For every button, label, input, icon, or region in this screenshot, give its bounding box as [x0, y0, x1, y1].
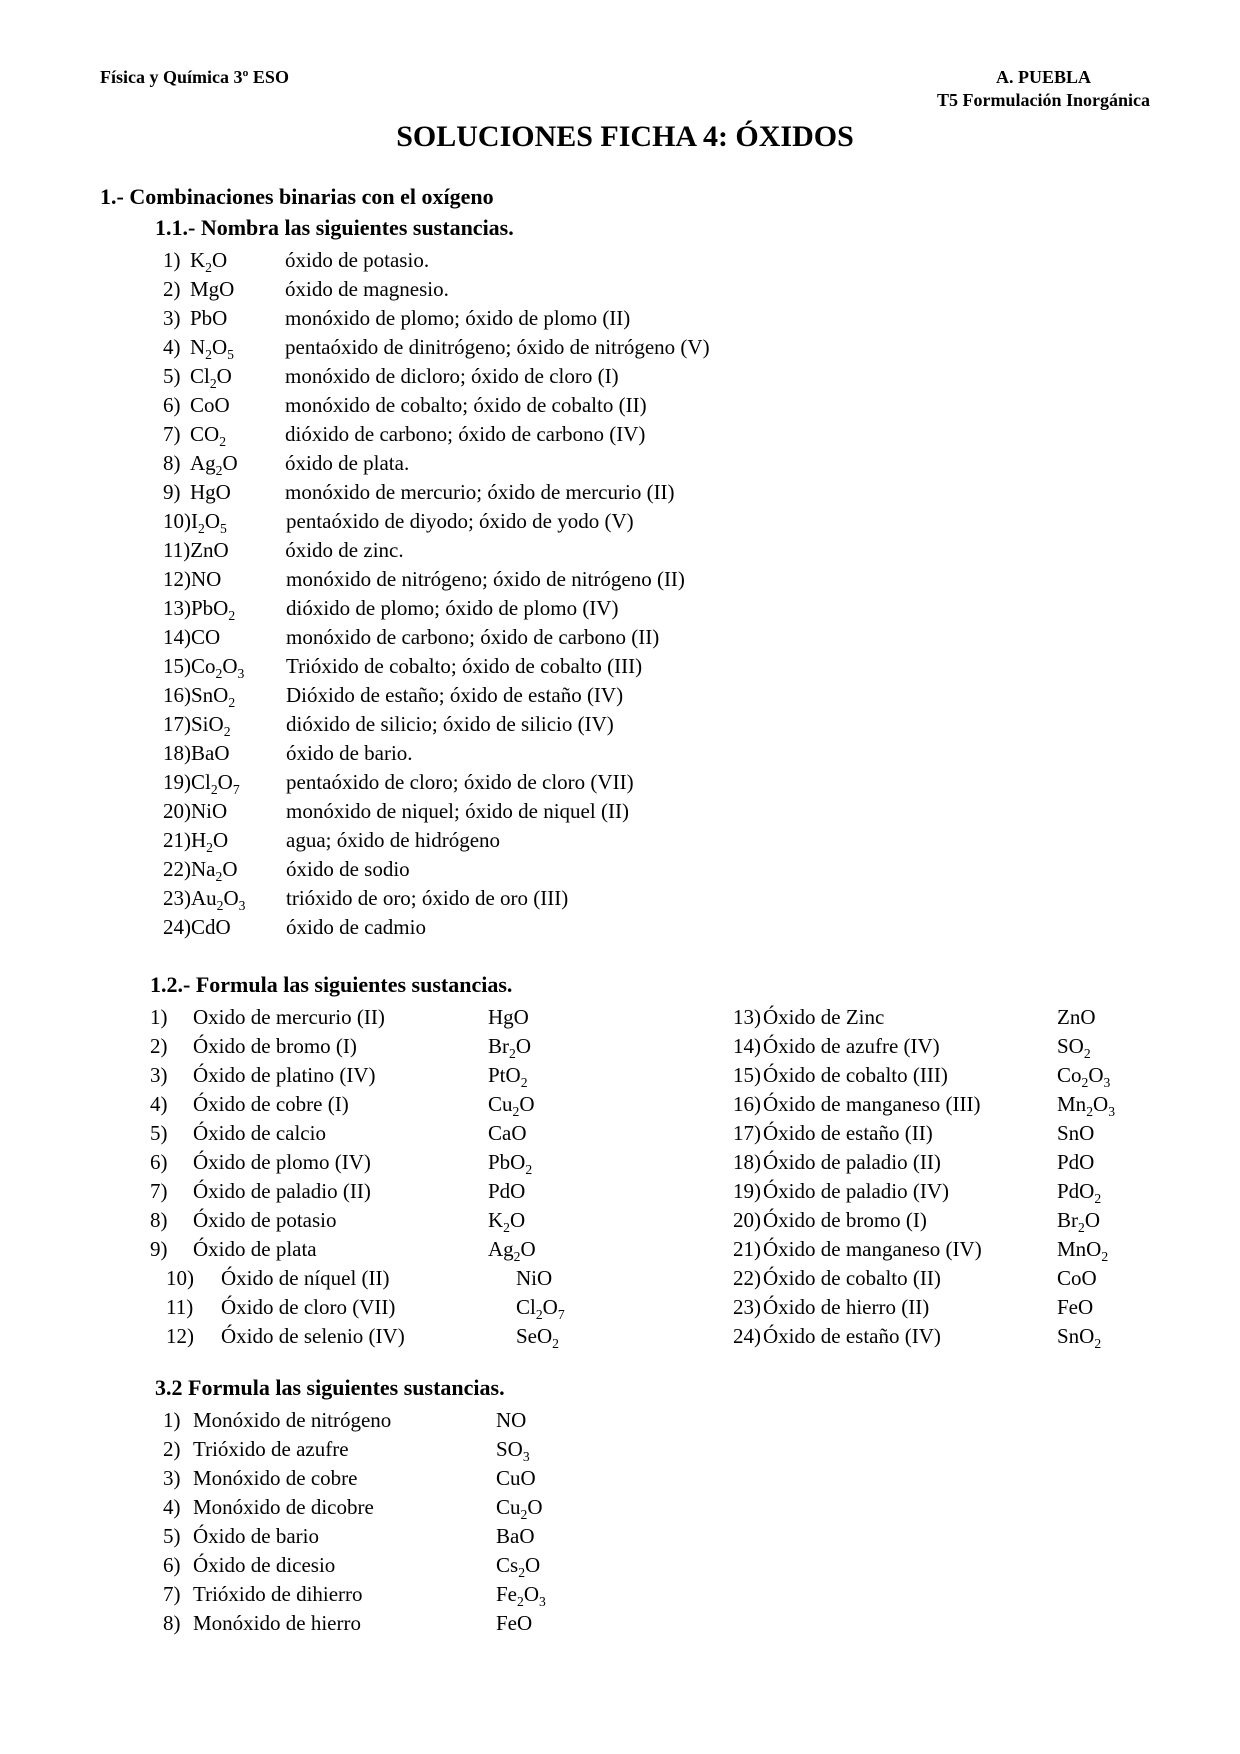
naming-list — [163, 246, 1150, 942]
compound-name: Óxido de cobalto (II) — [763, 1266, 941, 1290]
compound-name: Óxido de bromo (I) — [763, 1208, 927, 1232]
compound-name: Óxido de manganeso (III) — [763, 1092, 981, 1116]
item-number: 8) — [163, 1611, 181, 1635]
item-number: 24) — [733, 1324, 761, 1348]
list-item — [163, 478, 1150, 507]
item-number: 4) — [163, 335, 181, 359]
chemical-formula: CoO — [190, 393, 230, 417]
chemical-formula: $Cl_2O$ — [190, 364, 232, 392]
list-item — [163, 681, 1150, 710]
item-number: 14) — [163, 625, 191, 649]
chemical-formula: SiO$_2$ — [191, 712, 231, 740]
compound-name: monóxido de carbono; óxido de carbono (II) — [286, 625, 660, 649]
list-item — [163, 739, 1150, 768]
compound-name: Óxido de potasio — [193, 1208, 337, 1232]
compound-name: Óxido de paladio (II) — [193, 1179, 371, 1203]
list-item — [733, 1061, 1150, 1090]
item-number: 2) — [163, 1437, 181, 1461]
chemical-formula: BaO — [496, 1524, 535, 1548]
list-item — [150, 1032, 733, 1061]
compound-name: monóxido de plomo; óxido de plomo (II) — [285, 306, 631, 330]
item-number: 16) — [163, 683, 191, 707]
item-number: 18) — [733, 1150, 761, 1174]
header-author: A. PUEBLA — [995, 67, 1091, 87]
item-number: 19) — [733, 1179, 761, 1203]
chemical-formula: $N_2O_5$ — [190, 335, 234, 363]
item-number: 7) — [163, 422, 181, 446]
chemical-formula: $CO_2$ — [190, 422, 227, 450]
item-number: 10) — [163, 509, 191, 533]
list-item — [163, 246, 1150, 275]
list-item — [163, 1609, 1150, 1638]
list-item — [163, 652, 1150, 681]
item-number: 4) — [150, 1092, 168, 1116]
section1-heading: 1.- Combinaciones binarias con el oxígeno — [100, 184, 494, 209]
compound-name: Óxido de plata — [193, 1237, 317, 1261]
list-item — [166, 1322, 733, 1351]
list-item — [163, 1493, 1150, 1522]
compound-name: Óxido de azufre (IV) — [763, 1034, 940, 1058]
chemical-formula: PdO$_2$ — [1057, 1179, 1102, 1207]
item-number: 21) — [733, 1237, 761, 1261]
compound-name: óxido de bario. — [286, 741, 413, 765]
chemical-formula: $K_2O$ — [190, 248, 228, 276]
chemical-formula: $Cl_2O_7$ — [516, 1295, 565, 1323]
compound-name: Óxido de níquel (II) — [221, 1266, 390, 1290]
item-number: 2) — [163, 277, 181, 301]
chemical-formula: $H_2O$ — [191, 828, 229, 856]
chemical-formula: $K_2O$ — [488, 1208, 526, 1236]
list-item — [733, 1119, 1150, 1148]
list-item — [163, 391, 1150, 420]
list-item — [166, 1293, 733, 1322]
compound-name: monóxido de dicloro; óxido de cloro (I) — [285, 364, 619, 388]
list-item — [150, 1003, 733, 1032]
item-number: 6) — [163, 1553, 181, 1577]
chemical-formula: NiO — [191, 799, 228, 823]
compound-name: Óxido de platino (IV) — [193, 1063, 376, 1087]
item-number: 1) — [150, 1005, 168, 1029]
compound-name: monóxido de cobalto; óxido de cobalto (II) — [285, 393, 647, 417]
chemical-formula: CaO — [488, 1121, 527, 1145]
list-item — [163, 826, 1150, 855]
list-item — [163, 1522, 1150, 1551]
chemical-formula: SnO — [1057, 1121, 1095, 1145]
list-item — [163, 884, 1150, 913]
list-item — [163, 623, 1150, 652]
chemical-formula: NO — [496, 1408, 527, 1432]
item-number: 23) — [163, 886, 191, 910]
list-item — [733, 1293, 1150, 1322]
item-number: 3) — [163, 1466, 181, 1490]
item-number: 20) — [733, 1208, 761, 1232]
compound-name: monóxido de nitrógeno; óxido de nitrógeno (II) — [286, 567, 685, 591]
compound-name: Óxido de calcio — [193, 1121, 326, 1145]
compound-name: pentaóxido de cloro; óxido de cloro (VII) — [286, 770, 634, 794]
compound-name: Óxido de paladio (II) — [763, 1150, 941, 1174]
chemical-formula: $Fe_2O_3$ — [496, 1582, 546, 1610]
list-item — [150, 1061, 733, 1090]
item-number: 22) — [163, 857, 191, 881]
chemical-formula: $SO_3$ — [496, 1437, 530, 1465]
chemical-formula: SnO$_2$ — [191, 683, 236, 711]
header-course: Física y Química 3º ESO — [100, 67, 289, 87]
item-number: 4) — [163, 1495, 181, 1519]
list-item — [163, 913, 1150, 942]
chemical-formula: CdO — [191, 915, 231, 939]
chemical-formula: $Br_2O$ — [1057, 1208, 1100, 1236]
compound-name: Óxido de selenio (IV) — [221, 1324, 405, 1348]
page-header — [100, 66, 1150, 112]
chemical-formula: $SO_2$ — [1057, 1034, 1091, 1062]
list-item — [733, 1148, 1150, 1177]
chemical-formula: $Na_2O$ — [191, 857, 238, 885]
chemical-formula: NiO — [516, 1266, 553, 1290]
chemical-formula: CO — [191, 625, 221, 649]
compound-name: Trióxido de azufre — [193, 1437, 349, 1461]
item-number: 6) — [163, 393, 181, 417]
item-number: 17) — [163, 712, 191, 736]
compound-name: monóxido de niquel; óxido de niquel (II) — [286, 799, 629, 823]
chemical-formula: PdO — [1057, 1150, 1095, 1174]
section11-heading: 1.1.- Nombra las siguientes sustancias. — [155, 215, 514, 240]
compound-name: trióxido de oro; óxido de oro (III) — [286, 886, 569, 910]
list-item — [163, 536, 1150, 565]
chemical-formula: PbO$_2$ — [191, 596, 236, 624]
item-number: 3) — [150, 1063, 168, 1087]
list-item — [163, 420, 1150, 449]
item-number: 15) — [163, 654, 191, 678]
compound-name: Monóxido de dicobre — [193, 1495, 374, 1519]
chemical-formula: $Co_2O_3$ — [191, 654, 245, 682]
item-number: 23) — [733, 1295, 761, 1319]
item-number: 9) — [150, 1237, 168, 1261]
item-number: 22) — [733, 1266, 761, 1290]
item-number: 11) — [166, 1295, 194, 1319]
chemical-formula: HgO — [190, 480, 231, 504]
item-number: 13) — [163, 596, 191, 620]
compound-name: pentaóxido de diyodo; óxido de yodo (V) — [286, 509, 634, 533]
compound-name: Óxido de dicesio — [193, 1553, 336, 1577]
chemical-formula: MnO$_2$ — [1057, 1237, 1109, 1265]
compound-name: agua; óxido de hidrógeno — [286, 828, 501, 852]
chemical-formula: $Ag_2O$ — [190, 451, 238, 479]
chemical-formula: PdO — [488, 1179, 526, 1203]
chemical-formula: SnO$_2$ — [1057, 1324, 1102, 1352]
list-item — [163, 1551, 1150, 1580]
list-item — [166, 1264, 733, 1293]
item-number: 7) — [163, 1582, 181, 1606]
list-item — [163, 565, 1150, 594]
list-item — [733, 1235, 1150, 1264]
list-item — [733, 1003, 1150, 1032]
chemical-formula: MgO — [190, 277, 235, 301]
formula-list-32 — [163, 1406, 1150, 1638]
list-item — [163, 507, 1150, 536]
chemical-formula: BaO — [191, 741, 230, 765]
compound-name: Monóxido de hierro — [193, 1611, 361, 1635]
item-number: 19) — [163, 770, 191, 794]
item-number: 1) — [163, 248, 181, 272]
compound-name: Óxido de paladio (IV) — [763, 1179, 950, 1203]
item-number: 9) — [163, 480, 181, 504]
compound-name: Óxido de hierro (II) — [763, 1295, 930, 1319]
compound-name: Óxido de bario — [193, 1524, 319, 1548]
compound-name: dióxido de plomo; óxido de plomo (IV) — [286, 596, 619, 620]
chemical-formula: $Br_2O$ — [488, 1034, 531, 1062]
item-number: 7) — [150, 1179, 168, 1203]
list-item — [163, 797, 1150, 826]
compound-name: Óxido de cobalto (III) — [763, 1063, 948, 1087]
page-title: SOLUCIONES FICHA 4: ÓXIDOS — [396, 120, 854, 153]
compound-name: Óxido de estaño (IV) — [763, 1324, 941, 1348]
chemical-formula: $Cl_2O_7$ — [191, 770, 240, 798]
compound-name: Óxido de manganeso (IV) — [763, 1237, 982, 1261]
list-item — [150, 1235, 733, 1264]
chemical-formula: FeO — [496, 1611, 533, 1635]
chemical-formula: PbO — [190, 306, 228, 330]
compound-name: pentaóxido de dinitrógeno; óxido de nitrógeno (V) — [285, 335, 710, 359]
compound-name: Monóxido de cobre — [193, 1466, 358, 1490]
list-item — [150, 1177, 733, 1206]
header-unit: T5 Formulación Inorgánica — [936, 90, 1150, 110]
formula-list-right-column — [733, 1003, 1150, 1351]
item-number: 6) — [150, 1150, 168, 1174]
compound-name: Trióxido de dihierro — [193, 1582, 363, 1606]
item-number: 8) — [150, 1208, 168, 1232]
list-item — [163, 594, 1150, 623]
chemical-formula: $Cs_2O$ — [496, 1553, 541, 1581]
chemical-formula: $Ag_2O$ — [488, 1237, 536, 1265]
chemical-formula: HgO — [488, 1005, 529, 1029]
formula-list-two-columns — [150, 1003, 1150, 1351]
compound-name: óxido de plata. — [285, 451, 410, 475]
header-right-block — [937, 66, 1150, 112]
list-item — [163, 1464, 1150, 1493]
item-number: 5) — [163, 1524, 181, 1548]
compound-name: óxido de cadmio — [286, 915, 426, 939]
compound-name: Monóxido de nitrógeno — [193, 1408, 392, 1432]
section12-heading: 1.2.- Formula las siguientes sustancias. — [150, 972, 513, 997]
list-item — [163, 304, 1150, 333]
compound-name: Óxido de estaño (II) — [763, 1121, 933, 1145]
list-item — [163, 768, 1150, 797]
compound-name: monóxido de mercurio; óxido de mercurio (II) — [285, 480, 675, 504]
item-number: 24) — [163, 915, 191, 939]
list-item — [733, 1032, 1150, 1061]
list-item — [163, 1435, 1150, 1464]
chemical-formula: PtO$_2$ — [488, 1063, 528, 1091]
chemical-formula: ZnO — [190, 538, 229, 562]
chemical-formula: ZnO — [1057, 1005, 1096, 1029]
compound-name: Óxido de cloro (VII) — [221, 1295, 396, 1319]
item-number: 14) — [733, 1034, 761, 1058]
item-number: 18) — [163, 741, 191, 765]
item-number: 16) — [733, 1092, 761, 1116]
compound-name: Oxido de mercurio (II) — [193, 1005, 385, 1029]
chemical-formula: FeO — [1057, 1295, 1094, 1319]
list-item — [733, 1177, 1150, 1206]
list-item — [733, 1264, 1150, 1293]
list-item — [163, 1580, 1150, 1609]
chemical-formula: $Co_2O_3$ — [1057, 1063, 1111, 1091]
compound-name: óxido de potasio. — [285, 248, 430, 272]
compound-name: óxido de magnesio. — [285, 277, 449, 301]
item-number: 21) — [163, 828, 191, 852]
compound-name: dióxido de carbono; óxido de carbono (IV) — [285, 422, 646, 446]
list-item — [150, 1119, 733, 1148]
item-number: 17) — [733, 1121, 761, 1145]
item-number: 20) — [163, 799, 191, 823]
list-item — [733, 1206, 1150, 1235]
item-number: 10) — [166, 1266, 194, 1290]
chemical-formula: SeO$_2$ — [516, 1324, 559, 1352]
list-item — [163, 855, 1150, 884]
item-number: 1) — [163, 1408, 181, 1432]
chemical-formula: CuO — [496, 1466, 536, 1490]
list-item — [163, 710, 1150, 739]
item-number: 15) — [733, 1063, 761, 1087]
chemical-formula: NO — [191, 567, 222, 591]
item-number: 3) — [163, 306, 181, 330]
chemical-formula: $I_2O_5$ — [191, 509, 227, 537]
list-item — [150, 1090, 733, 1119]
list-item — [150, 1206, 733, 1235]
compound-name: dióxido de silicio; óxido de silicio (IV) — [286, 712, 614, 736]
list-item — [163, 1406, 1150, 1435]
item-number: 5) — [163, 364, 181, 388]
item-number: 12) — [166, 1324, 194, 1348]
compound-name: Óxido de plomo (IV) — [193, 1150, 371, 1174]
list-item — [733, 1090, 1150, 1119]
compound-name: Óxido de bromo (I) — [193, 1034, 357, 1058]
compound-name: Dióxido de estaño; óxido de estaño (IV) — [286, 683, 624, 707]
chemical-formula: $Mn_2O_3$ — [1057, 1092, 1116, 1120]
chemical-formula: PbO$_2$ — [488, 1150, 533, 1178]
chemical-formula: $Au_2O_3$ — [191, 886, 246, 914]
item-number: 8) — [163, 451, 181, 475]
list-item — [163, 333, 1150, 362]
compound-name: Óxido de Zinc — [763, 1005, 885, 1029]
compound-name: óxido de zinc. — [285, 538, 404, 562]
list-item — [733, 1322, 1150, 1351]
list-item — [163, 362, 1150, 391]
item-number: 5) — [150, 1121, 168, 1145]
list-item — [150, 1148, 733, 1177]
list-item — [163, 275, 1150, 304]
compound-name: Óxido de cobre (I) — [193, 1092, 349, 1116]
formula-list-left-column — [150, 1003, 733, 1351]
compound-name: óxido de sodio — [286, 857, 410, 881]
chemical-formula: $Cu_2O$ — [488, 1092, 535, 1120]
item-number: 13) — [733, 1005, 761, 1029]
chemical-formula: $Cu_2O$ — [496, 1495, 543, 1523]
list-item — [163, 449, 1150, 478]
item-number: 2) — [150, 1034, 168, 1058]
section32-heading: 3.2 Formula las siguientes sustancias. — [155, 1375, 505, 1400]
item-number: 12) — [163, 567, 191, 591]
chemical-formula: CoO — [1057, 1266, 1097, 1290]
compound-name: Trióxido de cobalto; óxido de cobalto (III) — [286, 654, 643, 678]
item-number: 11) — [163, 538, 191, 562]
